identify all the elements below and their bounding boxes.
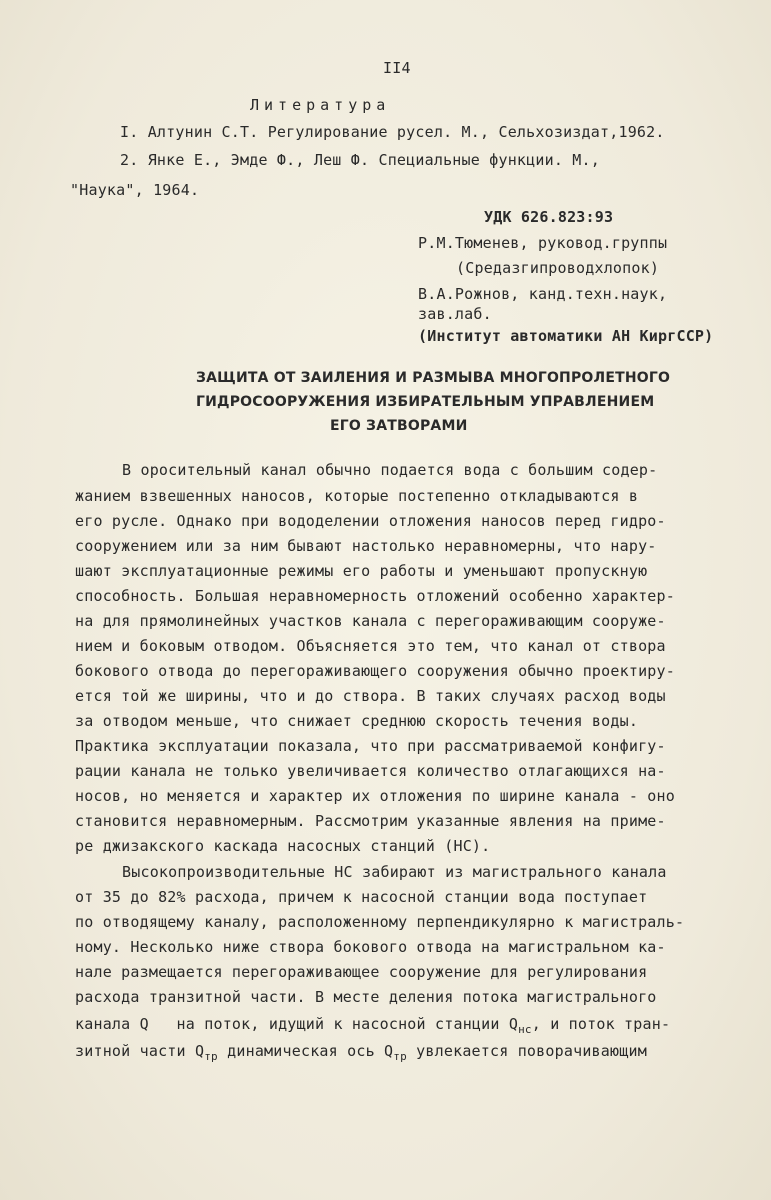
formula-text: , и поток тран- — [531, 1015, 671, 1033]
author-2-position: зав.лаб. — [418, 305, 492, 323]
body-line: нале размещается перегораживающее сооружение для регулирования — [75, 963, 648, 981]
body-line: ному. Несколько ниже створа бокового отвода на магистральном ка- — [75, 938, 666, 956]
body-line: сооружением или за ним бывают настолько неравномерны, что нару- — [75, 537, 657, 555]
body-line: на для прямолинейных участков канала с перегораживающим сооруже- — [75, 612, 666, 630]
literature-heading: Литература — [250, 96, 391, 114]
body-line: расхода транзитной части. В месте деления потока магистрального — [75, 988, 657, 1006]
article-title-line-1: ЗАЩИТА ОТ ЗАИЛЕНИЯ И РАЗМЫВА МНОГОПРОЛЕТНОГО — [196, 370, 671, 386]
formula-subscript: тр — [393, 1050, 407, 1063]
body-line: способность. Большая неравномерность отложений особенно характер- — [75, 587, 675, 605]
author-2: В.А.Рожнов, канд.техн.наук, — [418, 285, 668, 303]
author-2-org: (Институт автоматики АН КиргССР) — [418, 327, 714, 345]
body-line-formula — [75, 1041, 647, 1067]
body-line: от 35 до 82% расхода, причем к насосной станции вода поступает — [75, 888, 648, 906]
body-line: нием и боковым отводом. Объясняется это тем, что канал от створа — [75, 637, 666, 655]
article-title-line-3: ЕГО ЗАТВОРАМИ — [330, 418, 468, 434]
body-line: шают эксплуатационные режимы его работы и уменьшают пропускную — [75, 562, 648, 580]
formula-text: увлекается поворачивающим — [406, 1042, 647, 1060]
formula-subscript: тр — [204, 1050, 218, 1063]
body-line: рации канала не только увеличивается количество отлагающихся на- — [75, 762, 666, 780]
formula-text: канала Q на поток, идущий к насосной станции Q — [75, 1015, 519, 1033]
formula-text: зитной части Q — [75, 1042, 205, 1060]
body-line: по отводящему каналу, расположенному перпендикулярно к магистраль- — [75, 913, 685, 931]
body-line: жанием взвешенных наносов, которые постепенно откладываются в — [75, 487, 639, 505]
page-number: II4 — [383, 59, 411, 77]
body-line-formula — [75, 1014, 670, 1040]
body-line: В оросительный канал обычно подается вода с большим содер- — [122, 461, 658, 479]
body-line: становится неравномерным. Рассмотрим указанные явления на приме- — [75, 812, 666, 830]
body-line: за отводом меньше, что снижает среднюю скорость течения воды. — [75, 712, 639, 730]
body-line: ре джизакского каскада насосных станций (НС). — [75, 837, 491, 855]
reference-1: I. Алтунин С.Т. Регулирование русел. М., Сельхозиздат,1962. — [120, 123, 665, 141]
body-line: бокового отвода до перегораживающего сооружения обычно проектиру- — [75, 662, 675, 680]
body-line: ется той же ширины, что и до створа. В таких случаях расход воды — [75, 687, 666, 705]
formula-text: динамическая ось Q — [217, 1042, 394, 1060]
body-line: Практика эксплуатации показала, что при рассматриваемой конфигу- — [75, 737, 666, 755]
author-1: Р.М.Тюменев, руковод.группы — [418, 234, 668, 252]
body-line: Высокопроизводительные НС забирают из магистрального канала — [122, 863, 667, 881]
author-1-org: (Средазгипроводхлопок) — [456, 259, 660, 277]
article-title-line-2: ГИДРОСООРУЖЕНИЯ ИЗБИРАТЕЛЬНЫМ УПРАВЛЕНИЕМ — [196, 394, 655, 410]
body-line: его русле. Однако при вододелении отложения наносов перед гидро- — [75, 512, 666, 530]
reference-2: 2. Янке Е., Эмде Ф., Леш Ф. Специальные функции. М., — [120, 151, 600, 169]
formula-subscript: нс — [518, 1023, 532, 1036]
udk-code: УДК 626.823:93 — [484, 208, 614, 226]
reference-2-cont: "Наука", 1964. — [70, 181, 200, 199]
body-line: носов, но меняется и характер их отложения по ширине канала - оно — [75, 787, 675, 805]
